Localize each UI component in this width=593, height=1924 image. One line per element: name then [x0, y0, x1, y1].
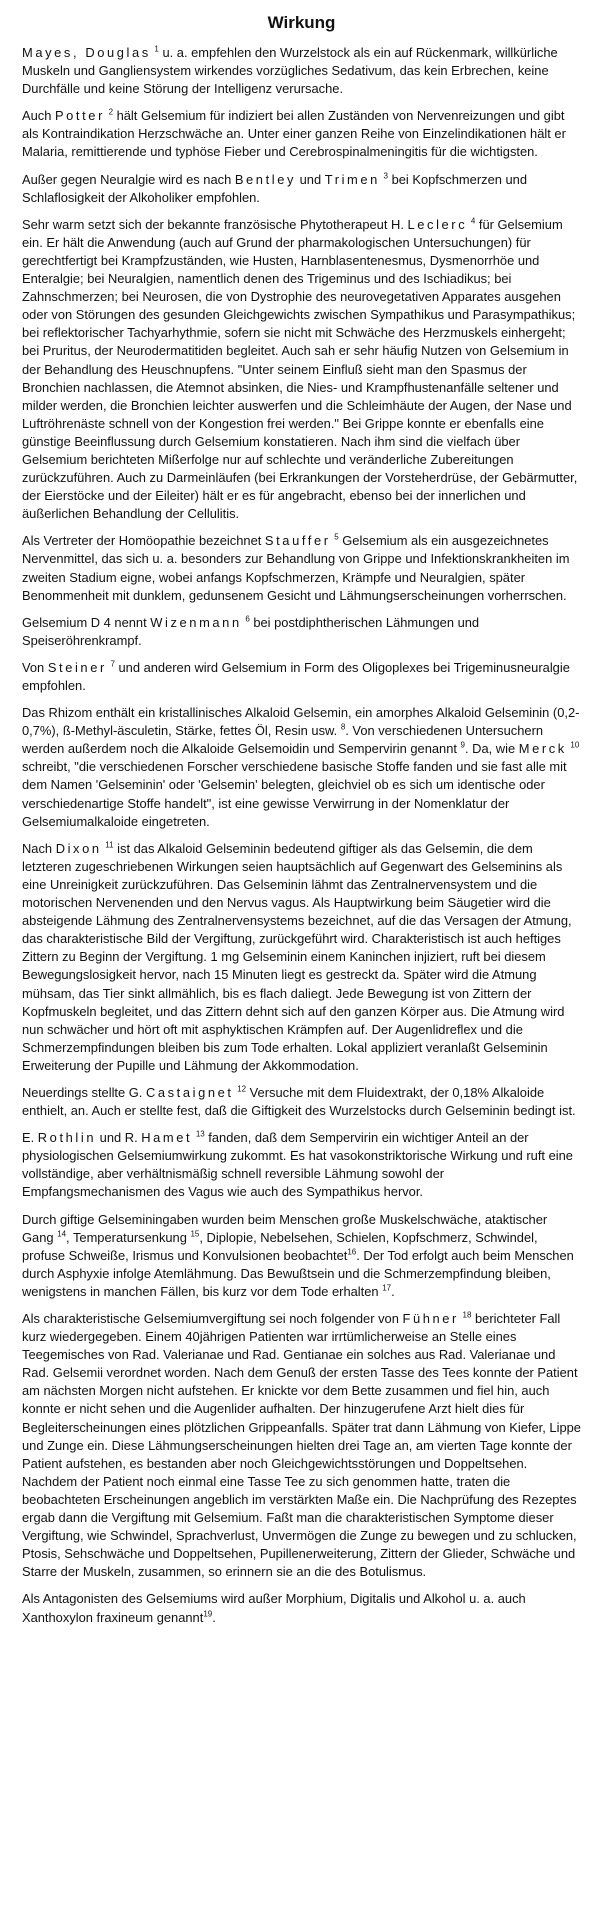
- text-run: .: [391, 1283, 395, 1299]
- footnote-marker: 13: [195, 1129, 205, 1139]
- paragraph: [22, 107, 581, 161]
- text-run: ist das Alkaloid Gelseminin bedeutend giftiger als das Gelsemin, die dem letzteren zugeschriebenen Wirkungen seien hauptsächlich auf Gegenwart des Gelseminins als eine Unreinigkeit zurückzuführen. Das Gelseminin lähmt das Zentralnervensystem und die motorischen Nervenenden und den Nervus vagus. Als Hauptwirkung beim Säugetier wird die absteigende Lähmung des Zentralnervensystems bezeichnet, auf die das Versagen der Atmung, das charakteristische Bild der Vergiftung, zurückgeführt wird. Charakteristisch ist auch heftiges Zittern zu Beginn der Vergiftung. 1 mg Gelseminin einem Kaninchen injiziert, ruft bei diesem Bewegungslosigkeit hervor, nach 15 Minuten liegt es gestreckt da. Später wird die Atmung mühsam, das Tier sinkt allmählich, bis es flach daliegt. Jede Bewegung ist von Zittern der Kopfmuskeln begleitet, und das Zittern dehnt sich auf den ganzen Körper aus. Die Atmung wird nun schwächer und hört oft mit asphyktischen Krämpfen auf. Der Augenlidreflex und die Schmerzempfindungen bleiben bis zum Tode erhalten. Lokal appliziert veranlaßt Gelseminin Erweiterung der Pupille und Lähmung der Akkommodation.: [22, 840, 572, 1073]
- footnote-marker: 1: [154, 44, 159, 54]
- author-name: Trimen: [324, 171, 380, 187]
- footnote-marker: 3: [383, 171, 388, 181]
- text-run: Auch: [22, 108, 55, 124]
- author-name: Castaignet: [145, 1084, 234, 1100]
- text-run: . Der Tod erfolgt auch beim Menschen durch Asphyxie infolge Atemlähmung. Das Bewußtsein und die Schmerzempfindung bleiben, wenigstens in manchen Fällen, bis kurz vor dem Tode erhalten: [22, 1247, 574, 1299]
- text-run: Nach: [22, 840, 56, 856]
- author-name: Leclerc: [407, 216, 468, 232]
- paragraph: [22, 1129, 581, 1201]
- text-run: Das Rhizom enthält ein kristallinisches Alkaloid Gelsemin, ein amorphes Alkaloid Gelseminin (0,2-0,7%), ß-Methyl-äsculetin, Stärke, fettes Öl, Resin usw.: [22, 705, 580, 739]
- text-run: und anderen wird Gelsemium in Form des Oligoplexes bei Trigeminusneuralgie empfohlen.: [22, 659, 570, 693]
- paragraph: [22, 171, 581, 207]
- paragraph: [22, 44, 581, 98]
- text-run: Sehr warm setzt sich der bekannte französische Phytotherapeut H.: [22, 216, 408, 232]
- footnote-marker: 4: [470, 216, 476, 226]
- footnote-marker: 12: [237, 1084, 247, 1094]
- text-run: Neuerdings stellte G.: [22, 1084, 146, 1100]
- text-run: . Da, wie: [465, 741, 519, 757]
- author-name: Merck: [518, 741, 567, 757]
- paragraph: [22, 614, 581, 650]
- author-name: Stauffer: [264, 533, 331, 549]
- paragraph: [22, 532, 581, 604]
- paragraph: [22, 1211, 581, 1301]
- paragraph: [22, 1590, 581, 1626]
- text-run: , Temperatursenkung: [66, 1229, 191, 1245]
- author-name: Rothlin: [37, 1130, 97, 1146]
- author-name: Mayes, Douglas: [22, 45, 151, 60]
- text-run: bei Kopfschmerzen und Schlaflosigkeit der Alkoholiker empfohlen.: [22, 171, 527, 205]
- text-run: und R.: [96, 1130, 142, 1146]
- paragraph: [22, 704, 581, 831]
- text-run: . Von verschiedenen Untersuchern werden außerdem noch die Alkaloide Gelsemoidin und Sempervirin genannt: [22, 723, 544, 757]
- text-run: Als Vertreter der Homöopathie bezeichnet: [22, 533, 265, 549]
- footnote-marker: 16: [347, 1247, 357, 1257]
- paragraph: [22, 216, 581, 524]
- footnote-marker: 8: [340, 722, 346, 732]
- article-body: [22, 44, 581, 1627]
- footnote-marker: 7: [110, 659, 115, 669]
- paragraph: [22, 840, 581, 1075]
- author-name: Hamet: [141, 1130, 193, 1146]
- text-run: und: [296, 171, 325, 187]
- author-name: Bentley: [234, 171, 297, 187]
- text-run: Als charakteristische Gelsemiumvergiftung sei noch folgender von: [22, 1311, 403, 1326]
- text-run: für Gelsemium ein. Er hält die Anwendung (auch auf Grund der pharmakologischen Untersuchungen) für gerechtfertigt bei Krampfzuständen, wie Husten, Harnblasentenesmus, Dysmenorrhöe und Enteralgie; bei Neuralgien, namentlich denen des Trigeminus und des Ischiadikus; bei Zahnschmerzen; bei Neurosen, die von Dystrophie des neurovegetativen Apparates ausgehen oder von Störungen des gesunden Gleichgewichts zwischen Sympathikus und Parasympathikus; bei reflektorischer Tachyarhythmie, sofern sie nicht mit Schwäche des Herzmuskels einhergeht; bei Pruritus, der Neurodermatitiden begleitet. Auch sah er sehr häufig Nutzen von Gelsemium in der Behandlung des Heuschnupfens. "Unter seinem Einfluß sieht man den Spasmus der Bronchien nachlassen, die Atemnot absinken, die Nies- und Krampfhustenanfälle seltener und milder werden, die Bronchien leichter auswerfen und die Schleimhäute der Augen, der Nase und Luftröhrenäste schnell von der Kongestion frei werden." Bei Grippe konnte er ebenfalls eine günstige Beeinflussung durch Gelsemium konstatieren. Nach ihm sind die vielfach über Gelsemium berichteten Mißerfolge nur auf schlechte und veränderliche Zubereitungen zurückzuführen. Auch zu Darmeinläufen (bei Erkrankungen der Vorsteherdrüse, der Gebärmutter, der Eierstöcke und der Eileiter) hält er es für angebracht, ebenso bei der innerlichen und äußerlichen Behandlung der Cellulitis.: [22, 216, 578, 522]
- text-run: Als Antagonisten des Gelsemiums wird außer Morphium, Digitalis und Alkohol u. a. auch Xanthoxylon fraxineum genannt: [22, 1591, 526, 1625]
- footnote-marker: 10: [570, 740, 580, 750]
- paragraph: [22, 1084, 581, 1120]
- section-title: Wirkung: [267, 13, 336, 32]
- footnote-marker: 17: [382, 1283, 392, 1293]
- author-name: Fühner: [402, 1311, 459, 1326]
- author-name: Steiner: [47, 659, 107, 675]
- text-run: berichteter Fall kurz wiedergegeben. Einem 40jährigen Patienten war irrtümlicherweise an Stelle eines Teegemisches von Rad. Valerianae und Rad. Gentianae ein solches aus Rad. Valerianae und Rad. Gelsemii verordnet worden. Nach dem Genuß der ersten Tasse des Tees konnte der Patient am nächsten Morgen nicht aufstehen. Er knickte vor dem Bette zusammen und fiel hin, auch konnte er nicht sehen und die Augenlider aufhalten. Der hinzugerufene Arzt hielt dies für Begleiterscheinungen eines plötzlichen Grippeanfalls. Später trat dann Lähmung von Kiefer, Lippe und Zunge ein. Diese Lähmungserscheinungen hielten drei Tage an, am vierten Tage konnte der Patient aufstehen, es bestanden aber noch Gleichgewichtsstörungen und Doppeltsehen. Nachdem der Patient noch einmal eine Tasse Tee zu sich genommen hatte, traten die beobachteten Erscheinungen angeblich im verstärkten Maße ein. Die Nachprüfung des Rezeptes ergab dann die Vergiftung mit Gelsemium. Faßt man die charakteristischen Symptome dieser Vergiftung, wie Schwindel, Sprachverlust, Unvermögen die Zunge zu bewegen und zu schlucken, Ptosis, Sehschwäche und Doppeltsehen, Pupillenerweiterung, Zittern der Glieder, Schwäche und Starre der Muskeln, zusammen, so erinnern sie an die des Botulismus.: [22, 1311, 581, 1580]
- text-run: .: [212, 1609, 216, 1625]
- text-run: hält Gelsemium für indiziert bei allen Zuständen von Nervenreizungen und gibt als Kontraindikation Herzschwäche an. Unter einer ganzen Reihe von Einzelindikationen hält er Malaria, remittierende und typhöse Fieber und Cerebrospinalmeningitis für die wichtigsten.: [22, 108, 566, 160]
- text-run: bei postdiphtherischen Lähmungen und Speiseröhrenkrampf.: [22, 614, 480, 648]
- text-run: u. a. empfehlen den Wurzelstock als ein auf Rückenmark, willkürliche Muskeln und Gangliensystem wirkendes vorzügliches Sedativum, das kein Erbrechen, keine Durchfälle und keine Störung der Intelligenz verursache.: [22, 45, 558, 97]
- footnote-marker: 11: [105, 840, 114, 850]
- footnote-marker: 15: [190, 1229, 200, 1239]
- paragraph: [22, 1310, 581, 1581]
- text-run: Von: [22, 659, 48, 675]
- text-run: Gelsemium D 4 nennt: [22, 614, 151, 630]
- author-name: Dixon: [55, 840, 102, 856]
- text-run: E.: [22, 1130, 38, 1146]
- text-run: Versuche mit dem Fluidextrakt, der 0,18% Alkaloide enthielt, an. Auch er stellte fest, daß die Giftigkeit des Wurzelstocks durch Gelseminin bedingt ist.: [22, 1084, 576, 1119]
- text-run: , Diplopie, Nebelsehen, Schielen, Kopfschmerz, Schwindel, profuse Schweiße, Irismus und Konvulsionen beobachtet: [22, 1229, 538, 1263]
- paragraph: [22, 659, 581, 695]
- footnote-marker: 18: [462, 1310, 472, 1320]
- text-run: Durch giftige Gelseminingaben wurden beim Menschen große Muskelschwäche, ataktischer Gang: [22, 1211, 548, 1245]
- footnote-marker: 14: [57, 1229, 67, 1239]
- footnote-marker: 6: [245, 614, 250, 624]
- footnote-marker: 9: [460, 740, 465, 750]
- footnote-marker: 2: [108, 107, 114, 117]
- footnote-marker: 19: [203, 1609, 213, 1619]
- text-run: schreibt, "die verschiedenen Forscher verschiedene basische Stoffe fanden und sie fast alle mit dem Namen 'Gelseminin' oder 'Gelsemin' belegten, gleichviel ob es sich um identische oder verschiedenartige Stoffe handelt", ist eine gewisse Verwirrung in der Nomenklatur der Gelsemiumalkaloide eingetreten.: [22, 759, 567, 829]
- text-run: Außer gegen Neuralgie wird es nach: [22, 171, 235, 187]
- author-name: Potter: [54, 108, 105, 124]
- author-name: Wizenmann: [150, 614, 242, 630]
- text-run: fanden, daß dem Sempervirin ein wichtiger Anteil an der physiologischen Gelsemiumwirkung zukommt. Es hat vasokonstriktorische Wirkung und ruft eine vollständige, aber verhältnismäßig schnell reversible Lähmung sowohl der Empfangsmechanismen des Vagus wie auch des Sympathikus hervor.: [22, 1130, 573, 1200]
- text-run: Gelsemium als ein ausgezeichnetes Nervenmittel, das sich u. a. besonders zur Behandlung von Grippe und Infektionskrankheiten im zweiten Stadium eigne, wobei anfangs Kopfschmerzen, Krämpfe und Neuralgien, später Benommenheit mit dunklem, gedunsenem Gesicht und Lähmungserscheinungen vorherrschen.: [22, 533, 570, 603]
- footnote-marker: 5: [334, 533, 339, 543]
